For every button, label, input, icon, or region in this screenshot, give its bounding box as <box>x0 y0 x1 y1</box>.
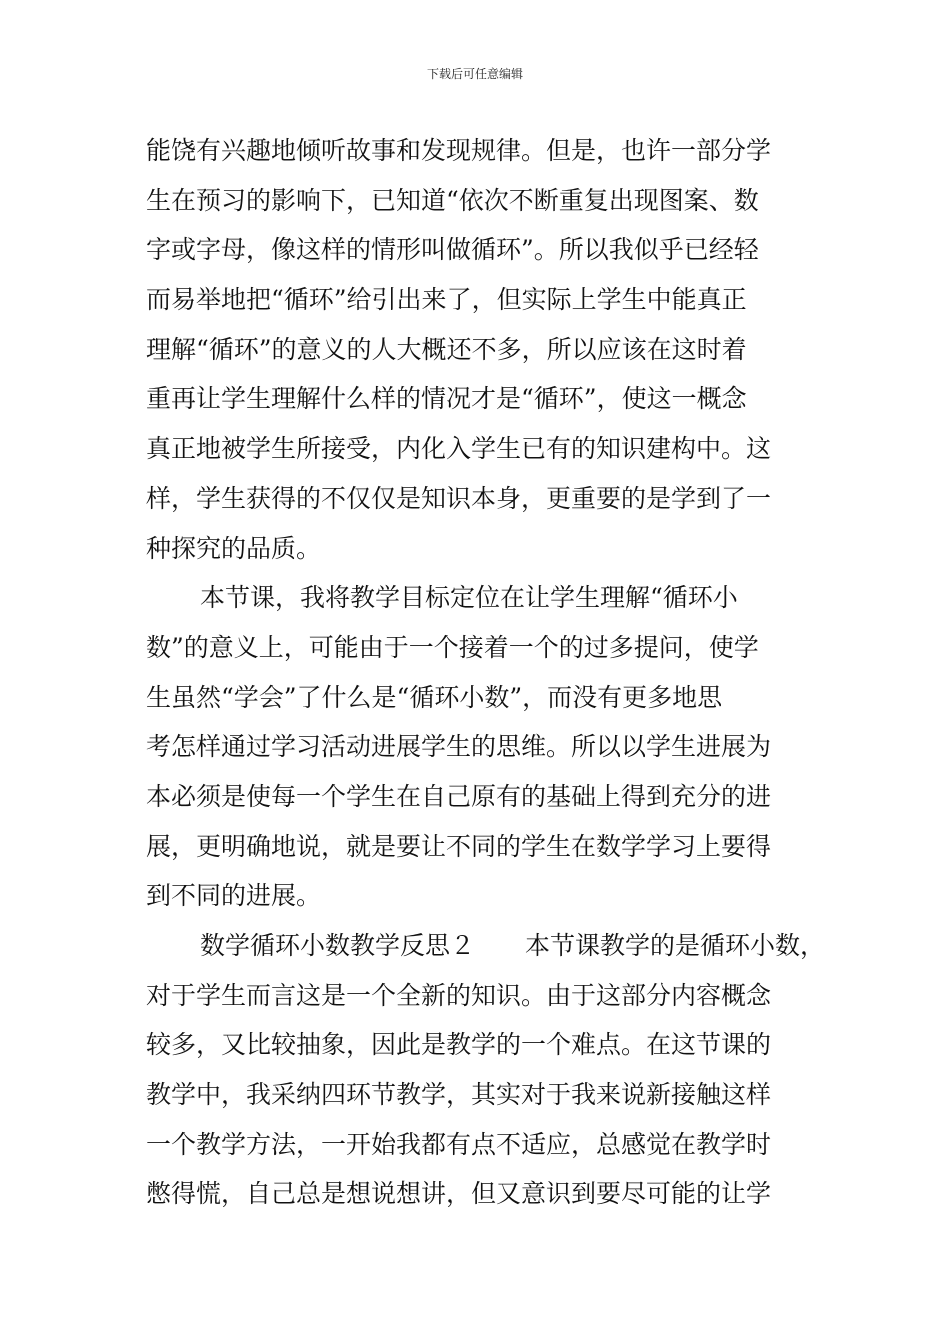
text-line: 对于学生而言这是一个全新的知识。由于这部分内容概念 <box>146 980 772 1010</box>
page-header: 下载后可任意编辑 <box>426 67 523 81</box>
text-line: 数”的意义上，可能由于一个接着一个的过多提问，使学 <box>146 632 759 662</box>
text-line: 展，更明确地说，就是要让不同的学生在数学学习上要得 <box>146 831 772 861</box>
document-body <box>146 126 826 1219</box>
text-line: 理解“循环”的意义的人大概还不多，所以应该在这时着 <box>146 334 747 364</box>
text-line: 生在预习的影响下，已知道“依次不断重复出现图案、数 <box>146 185 759 215</box>
text-line: 真正地被学生所接受，内化入学生已有的知识建构中。这 <box>146 434 772 464</box>
text-line: 教学中，我采纳四环节教学，其实对于我来说新接触这样 <box>146 1080 772 1110</box>
text-line: 种探究的品质。 <box>146 533 322 563</box>
text-line: 数学循环小数教学反思２ 本节课教学的是循环小数， <box>200 931 826 960</box>
text-line: 字或字母，像这样的情形叫做循环”。所以我似乎已经轻 <box>146 235 759 265</box>
text-line: 样，学生获得的不仅仅是知识本身，更重要的是学到了一 <box>146 483 772 513</box>
text-line: 到不同的进展。 <box>146 881 322 911</box>
text-line: 能饶有兴趣地倾听故事和发现规律。但是，也许一部分学 <box>146 136 772 165</box>
text-line: 而易举地把“循环”给引出来了，但实际上学生中能真正 <box>146 285 747 315</box>
text-line: 较多，又比较抽象，因此是教学的一个难点。在这节课的 <box>146 1030 772 1060</box>
text-line: 憋得慌，自己总是想说想讲，但又意识到要尽可能的让学 <box>146 1179 772 1209</box>
text-line: 本节课，我将教学目标定位在让学生理解“循环小 <box>200 583 738 613</box>
text-line: 生虽然“学会”了什么是“循环小数”，而没有更多地思 <box>146 682 723 712</box>
text-line: 考怎样通过学习活动进展学生的思维。所以以学生进展为 <box>146 732 772 762</box>
text-line: 一个教学方法，一开始我都有点不适应，总感觉在教学时 <box>146 1129 772 1159</box>
text-line: 重再让学生理解什么样的情况才是“循环”，使这一概念 <box>146 384 747 414</box>
text-line: 本必须是使每一个学生在自己原有的基础上得到充分的进 <box>146 781 772 811</box>
